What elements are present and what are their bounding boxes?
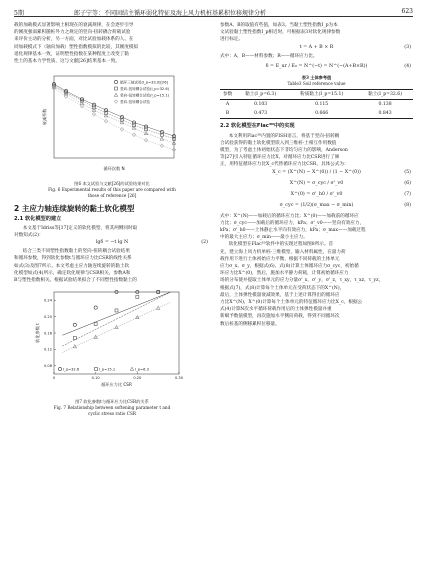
legend-label: I_p=32.6 — [63, 367, 80, 372]
figure-7-caption-en: cyclic stress ratio CSR — [88, 411, 136, 417]
equation-text: σ_cyc = (1/2)(σ_max − σ_min) — [279, 202, 354, 208]
text-line: 式中：X^(N)——加载后的循环应力比；X^(0)——加载前的循环应 — [220, 213, 359, 219]
legend-label: I_p=6.3 — [135, 367, 149, 372]
figure-7 — [14, 286, 210, 417]
legend-marker — [130, 367, 133, 370]
y-tick-label: 0.12 — [43, 347, 52, 352]
right-column — [220, 22, 413, 328]
legend-marker — [114, 100, 117, 104]
equation-number: (6) — [404, 180, 411, 186]
issue-number: 5期 — [14, 10, 24, 17]
paragraph — [220, 213, 413, 242]
section-2-title: 2 主应力轴连续旋转的黏土软化模型 — [14, 204, 135, 214]
x-axis-label: 循环次数 N — [103, 166, 125, 172]
figure-6-caption: 图6 本文试验与文献[26]的试验结果对比 — [74, 181, 150, 187]
text-line: 软化模型在Flac³ᴰ软件中的实现过程如图8所示。首 — [228, 242, 334, 248]
text-line: 场的分布使并提取土体单元的应力分量σ'_x，σ'_y，σ'_z，τ_xy，τ_xz，τ_yz， — [220, 278, 384, 284]
figure-6-caption-en: those of reference [26] — [87, 193, 137, 199]
table-header: 粉质黏土(I_p=15.1) — [286, 89, 357, 99]
text-line: 同加载模式下（轴向加载）塑性指数模拟的比较，其刚度模拟 — [14, 44, 139, 50]
text-line: 模型，为了考虑土体初始状态下非均匀应力的影响，Anderson — [220, 148, 348, 154]
section-2-1-title: 2.1 软化模型的建立 — [14, 215, 62, 222]
table-row — [220, 100, 413, 110]
text-line: 结合三类不同塑性指数黏土的竖向-扭转耦合试验结果 — [22, 249, 130, 255]
text-line: 等[27]引入特征循环应力比X，对循环应力比CSR进行了修 — [220, 155, 340, 161]
text-line: 如式(3)及图7所示。本文考虑主应力轴连续旋转的黏土软 — [14, 263, 130, 269]
legend-marker — [115, 87, 118, 90]
text-line: 对数知式(2)： — [14, 233, 44, 239]
table-header: 参数 — [220, 89, 235, 99]
equation-5 — [220, 169, 413, 180]
text-line: 载作用下进行土体初始应力平衡，根据不同荷载的土体单元 — [220, 256, 340, 262]
table-cell: 0.138 — [378, 102, 392, 108]
text-line: 最后，土体弹性模量衰减效果，基于上述计算得出的循环应 — [220, 292, 340, 298]
text-line: 先，建立海上风力机单桩-三维模型，输入材料属性，在量力荷 — [220, 249, 346, 255]
y-tick-label: 0.20 — [43, 315, 52, 320]
text-line: 文试验黏土塑性指数I_p相近时，可根据表3对软化规律参数 — [220, 30, 341, 36]
table-3-title-en: Table3 Soil reference value — [287, 80, 346, 86]
x-tick-label: 0.10 — [91, 376, 100, 381]
equation-number: (5) — [404, 169, 411, 175]
x-tick-label: 0.30 — [174, 376, 184, 381]
paragraph — [220, 133, 413, 169]
text-line: 退化规律基本一致，证明塑性指数在某种程度上改变了黏 — [14, 51, 129, 57]
data-point — [104, 120, 107, 124]
equation-text: X^(0) = σ'_h0 / σ'_v0 — [290, 191, 343, 197]
y-tick-label: 0.24 — [43, 298, 52, 303]
text-line: 来评价主动的分析，另一方面，对比试验加载体系的人、在 — [14, 37, 134, 43]
table-3 — [220, 89, 413, 120]
text-line: 新赋予数值模型，再次施加水平侧向荷载，得到不同循环次 — [220, 314, 340, 320]
running-title: 郎子宁等：不同固结主循环弱化特征及海上风力机桩基累积位移规律分析 — [74, 10, 267, 17]
header-rule — [14, 16, 413, 17]
table-3-title: 表3 土体参考值 — [301, 74, 332, 80]
equation-4 — [220, 63, 413, 72]
equation-2 — [14, 239, 210, 248]
table-cell: 0.115 — [315, 102, 329, 108]
legend-marker — [114, 93, 117, 96]
legend-label: I_p=15.1 — [99, 367, 116, 372]
paragraph — [220, 22, 413, 44]
equation-text: lgδ = −t lg N — [95, 240, 129, 246]
table-header: 黏土(I_p=32.6) — [357, 89, 413, 99]
text-line: 中的最大主应力；σ_min——最小主应力。 — [220, 235, 308, 241]
table-header: 黏土(I_p=6.3) — [235, 89, 286, 99]
paragraph — [14, 225, 210, 239]
data-point — [136, 316, 139, 319]
text-line: 参数A、B的取值有些值，如表3。当黏土塑性指数I_p为本 — [220, 23, 338, 28]
text-line: 式(4)计算N次水平循环荷载作用后的土体弹性模量并重 — [220, 307, 332, 313]
legend-label: 竖向-扭转耦合试验(I_p=32.6) — [120, 87, 170, 92]
text-line: 性土的基本力学性质，这与文献[26]结果基本一致。 — [14, 59, 120, 65]
legend-marker — [114, 81, 117, 84]
y-tick-label: 0.08 — [43, 364, 52, 369]
y-axis-label: 软化参数 t — [35, 323, 40, 344]
plot-frame — [54, 292, 179, 374]
equation-number: (3) — [404, 44, 411, 50]
text-line: 载的加载模式显著影响土相现在的衰减规律，在会逐步引导 — [14, 23, 134, 28]
figure-7-chart — [14, 286, 210, 396]
left-column — [14, 22, 210, 417]
data-point — [144, 132, 147, 135]
text-line: 数后桩基的侧移累积位移量。 — [220, 321, 280, 327]
legend-label: 竖向-扭转耦合试验 — [120, 100, 151, 105]
equation-3 — [220, 44, 413, 53]
legend-label: 竖向-扭转耦合试验(I_p=15.1) — [120, 93, 170, 98]
equation-3-description: 式中：A，B——材料参数；R——循环应力比。 — [220, 53, 318, 59]
fit-line — [62, 292, 170, 346]
y-tick-label: 0.16 — [43, 331, 52, 336]
text-line: 环应力比X^(0)，然后，施加水平静力荷载，计算初始循环应力 — [220, 271, 349, 277]
data-point — [156, 306, 159, 309]
fit-line — [62, 302, 170, 352]
data-point — [73, 337, 76, 340]
equation-number: (7) — [404, 191, 411, 197]
data-point — [136, 296, 139, 299]
text-line: 化模型如式(4)所示，确定软化规律与CSR相关，参数A和 — [14, 270, 131, 276]
table-cell: 0.843 — [357, 109, 413, 119]
equation-6 — [220, 180, 413, 191]
legend-marker — [58, 368, 61, 371]
x-tick-label: 0 — [52, 376, 56, 381]
x-tick-label: 0.20 — [133, 376, 142, 381]
equation-number: (8) — [404, 202, 411, 208]
x-axis-label: 循环应力比 CSR — [101, 382, 132, 388]
text-line: 本文利用Flac³ᴰ内置的FISH语言，将基于竖向-扭转耦 — [228, 133, 340, 139]
table-cell: 0.666 — [286, 109, 357, 119]
data-point — [94, 306, 97, 309]
text-line: 正，用特征循环应力比X_c代替循环应力比CSR，具体公式为： — [220, 162, 349, 168]
data-point — [94, 323, 97, 326]
data-point — [115, 309, 118, 312]
text-line: 力比；σ_cyc——加载后的循环应力，kPa；σ'_v0——竖向有效应力， — [220, 220, 365, 226]
text-line: 和循环参数，得到软化参数t与循环应力比CSR的线性关系 — [14, 256, 132, 262]
equation-text: X^(N) = σ_cyc / σ'_v0 — [289, 180, 344, 186]
table-cell: A — [225, 102, 230, 108]
table-cell: 0.473 — [235, 109, 286, 119]
paragraph — [220, 241, 413, 327]
equation-number: (2) — [201, 240, 208, 246]
table-cell: B — [220, 109, 235, 119]
figure-6-caption-en: Fig. 6 Experimental results of this paper are compared with — [48, 187, 176, 193]
figure-7-caption-en: Fig. 7 Relationship between softening parameter t and — [53, 405, 171, 411]
left-intro — [14, 22, 210, 65]
text-line: B与塑性指数相关。根据试验结果拟合了不同塑性指数黏土的 — [14, 278, 137, 284]
equation-text: δ = E_ur / E₀ = N^(−t) = N^(−(A+B×R)) — [265, 63, 368, 69]
figure-7-caption: 图7 软化参数t与循环应力比CSR的关系 — [75, 399, 149, 405]
legend-label: 循环三轴试验(I_p=33.0)[26] — [120, 80, 168, 85]
data-point — [120, 128, 123, 132]
figure-6-chart — [14, 68, 210, 178]
table-cell: 0.103 — [254, 102, 268, 108]
table-row — [220, 109, 413, 119]
equation-number: (4) — [404, 63, 411, 69]
page-number: 623 — [401, 8, 413, 15]
text-line: 应力σ_x、σ_y，根据式(6)、式(8)计算土体循环应力σ_cyc，初始循 — [220, 264, 359, 270]
data-point — [115, 326, 118, 329]
equation-text: X_c = (X^(N) − X^(0)) / (1 − X^(0)) — [272, 169, 361, 175]
equation-text: t = A + B × R — [299, 44, 334, 50]
text-line: 的刚度强弱累积随桩外力之规定的竖向-扭转耦合荷载试验 — [14, 30, 131, 36]
paragraph — [14, 248, 210, 284]
y-axis-label: 衰减系数 — [42, 108, 47, 126]
equation-8 — [220, 202, 413, 213]
series-line — [54, 84, 174, 136]
text-line: 本文基于Idriss等[17]定义的软化模型，将其两侧同时取 — [22, 225, 138, 231]
text-line: 合试验获得的黏土软化模型嵌入到三维桩-土相互作用数值 — [220, 140, 337, 146]
legend-marker — [95, 368, 98, 371]
data-point — [73, 345, 76, 348]
equation-7 — [220, 191, 413, 202]
text-line: 力比X^(N)，X^(0)计算每个土体单元的特征循环应力比X_c，根据公 — [220, 300, 363, 306]
figure-6 — [14, 68, 210, 199]
text-line: 进行标定。 — [220, 37, 243, 43]
text-line: kPa；σ'_h0——土体静止水平向有效应力，kPa；σ_max——加载过程 — [220, 228, 366, 234]
data-point — [73, 323, 76, 326]
section-2-2-title: 2.2 软化模型在Flac³ᴰ中的实现 — [220, 123, 295, 130]
text-line: 根据式(7)，式(8)计算每个土体单元在受荷状态下的X^(N)， — [220, 285, 345, 291]
